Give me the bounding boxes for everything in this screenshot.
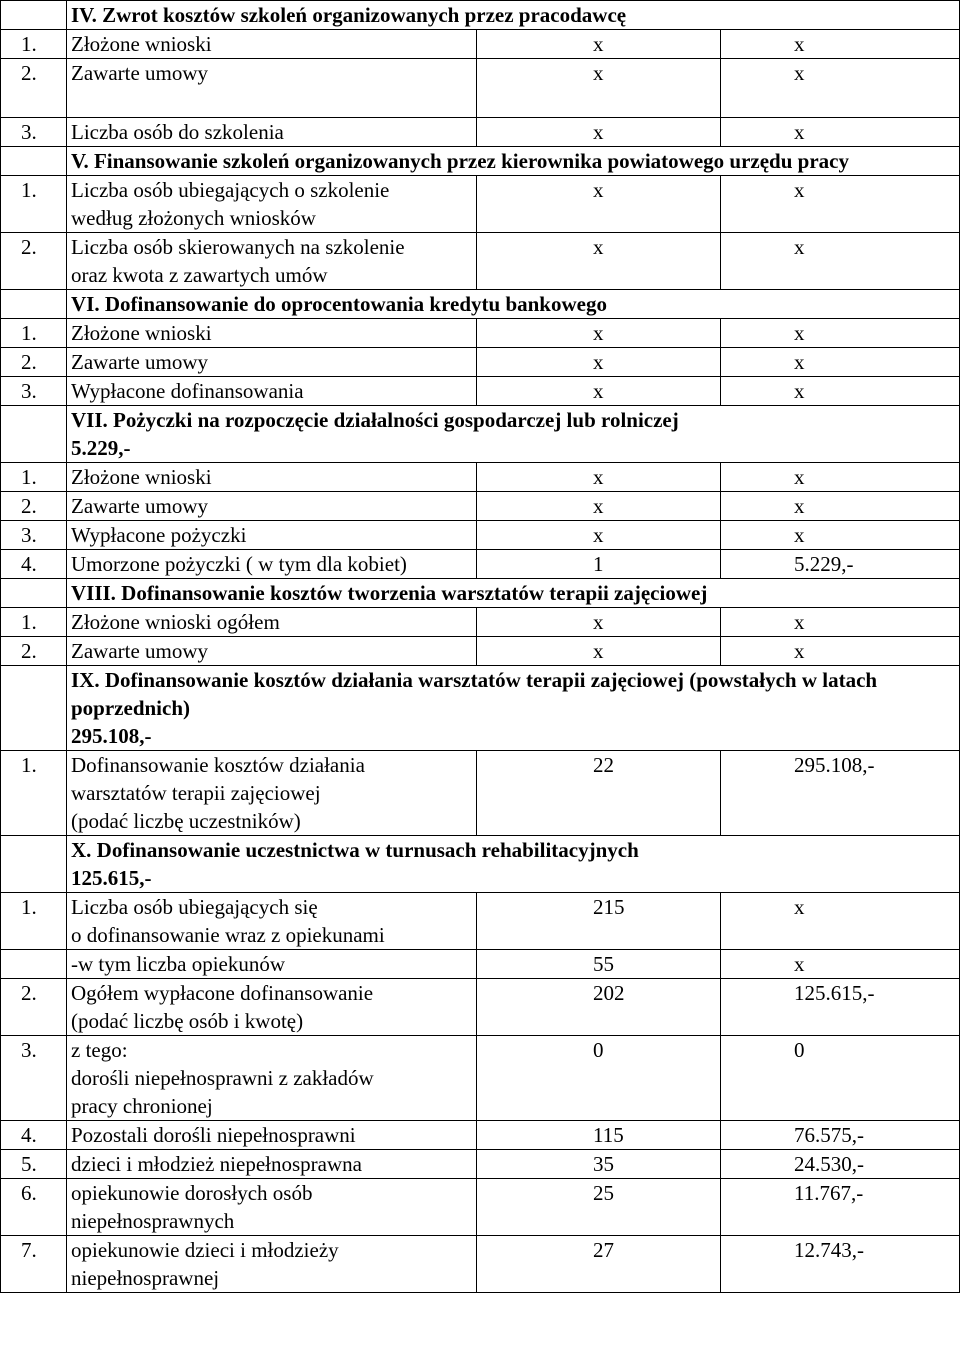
row-value-1 — [477, 176, 721, 233]
row-label — [67, 1179, 477, 1236]
row-value-1-text: x — [593, 321, 604, 345]
row-number-text: 2. — [21, 235, 37, 259]
row-value-1-text: 27 — [593, 1238, 614, 1262]
section-header-row — [1, 579, 960, 608]
row-value-2-text: x — [794, 178, 805, 202]
row-value-2 — [721, 463, 960, 492]
row-number — [1, 30, 67, 59]
row-number-text: 3. — [21, 523, 37, 547]
row-label-text: Pozostali dorośli niepełnosprawni — [71, 1123, 356, 1147]
section-title-text: VI. Dofinansowanie do oprocentowania kredytu bankowego — [71, 292, 607, 316]
row-value-1-text: x — [593, 379, 604, 403]
row-value-2-text: x — [794, 350, 805, 374]
row-value-1 — [477, 492, 721, 521]
row-value-1 — [477, 521, 721, 550]
row-value-1 — [477, 979, 721, 1036]
row-value-1-text: 25 — [593, 1181, 614, 1205]
section-title — [67, 147, 960, 176]
row-label-text: Zawarte umowy — [71, 61, 209, 85]
section-title-text: VIII. Dofinansowanie kosztów tworzenia warsztatów terapii zajęciowej — [71, 581, 708, 605]
row-value-2-text: x — [794, 61, 805, 85]
row-value-1-text: 55 — [593, 952, 614, 976]
row-label — [67, 118, 477, 147]
row-value-1-text: 202 — [593, 981, 625, 1005]
section-title — [67, 1, 960, 30]
row-value-1-text: x — [593, 523, 604, 547]
row-value-2-text: x — [794, 32, 805, 56]
row-value-1 — [477, 30, 721, 59]
row-number-text: 3. — [21, 1038, 37, 1062]
row-value-2 — [721, 550, 960, 579]
row-value-2-text: x — [794, 952, 805, 976]
row-value-1 — [477, 118, 721, 147]
row-number — [1, 751, 67, 836]
row-value-2-text: x — [794, 321, 805, 345]
row-value-1-text: 35 — [593, 1152, 614, 1176]
row-number — [1, 893, 67, 950]
row-number-text: 1. — [21, 895, 37, 919]
row-value-2-text: x — [794, 494, 805, 518]
row-label — [67, 1036, 477, 1121]
row-label-text: Liczba osób ubiegających o szkolenie według złożonych wniosków — [71, 178, 390, 230]
table-row — [1, 463, 960, 492]
section-number-cell — [1, 666, 67, 751]
row-value-2-text: x — [794, 639, 805, 663]
section-header-row — [1, 290, 960, 319]
row-label-text: -w tym liczba opiekunów — [71, 952, 286, 976]
row-value-2 — [721, 348, 960, 377]
row-number-text: 4. — [21, 552, 37, 576]
row-value-1 — [477, 1236, 721, 1293]
section-header-row — [1, 147, 960, 176]
row-value-2 — [721, 1179, 960, 1236]
row-value-2 — [721, 118, 960, 147]
row-value-1-text: 215 — [593, 895, 625, 919]
row-number-text: 6. — [21, 1181, 37, 1205]
row-label-text: Zawarte umowy — [71, 494, 209, 518]
row-label — [67, 979, 477, 1036]
section-title — [67, 290, 960, 319]
row-value-1 — [477, 608, 721, 637]
table-row — [1, 1150, 960, 1179]
row-value-1-text: 22 — [593, 753, 614, 777]
row-value-2-text: 12.743,- — [794, 1238, 864, 1262]
row-number — [1, 550, 67, 579]
row-value-1 — [477, 348, 721, 377]
table-row — [1, 59, 960, 118]
table-row — [1, 979, 960, 1036]
row-label-text: Złożone wnioski — [71, 321, 212, 345]
row-number — [1, 637, 67, 666]
row-label-text: Liczba osób skierowanych na szkolenie oraz kwota z zawartych umów — [71, 235, 405, 287]
row-number-text: 2. — [21, 494, 37, 518]
row-value-1-text: x — [593, 32, 604, 56]
row-label-text: dzieci i młodzież niepełnosprawna — [71, 1152, 362, 1176]
row-number — [1, 463, 67, 492]
row-value-1 — [477, 233, 721, 290]
table-row — [1, 1121, 960, 1150]
row-value-2 — [721, 30, 960, 59]
row-label — [67, 521, 477, 550]
row-label-text: Wypłacone pożyczki — [71, 523, 247, 547]
row-number — [1, 59, 67, 118]
row-value-2-text: 295.108,- — [794, 753, 875, 777]
row-number-text: 1. — [21, 321, 37, 345]
row-label-text: Liczba osób ubiegających się o dofinansowanie wraz z opiekunami — [71, 895, 385, 947]
row-number — [1, 950, 67, 979]
row-label — [67, 550, 477, 579]
section-title-text: X. Dofinansowanie uczestnictwa w turnusach rehabilitacyjnych 125.615,- — [71, 838, 639, 890]
row-value-1-text: x — [593, 61, 604, 85]
section-title-text: V. Finansowanie szkoleń organizowanych przez kierownika powiatowego urzędu pracy — [71, 149, 849, 173]
section-title — [67, 836, 960, 893]
row-number-text: 1. — [21, 178, 37, 202]
row-value-1 — [477, 377, 721, 406]
table-row — [1, 751, 960, 836]
row-value-1 — [477, 1150, 721, 1179]
row-number — [1, 233, 67, 290]
row-value-2 — [721, 319, 960, 348]
row-value-2-text: 5.229,- — [794, 552, 854, 576]
row-number — [1, 521, 67, 550]
table-row — [1, 950, 960, 979]
row-number-text: 1. — [21, 32, 37, 56]
row-value-1 — [477, 637, 721, 666]
row-label — [67, 319, 477, 348]
row-value-2-text: 11.767,- — [794, 1181, 864, 1205]
section-title — [67, 406, 960, 463]
row-number-text: 2. — [21, 350, 37, 374]
table-row — [1, 319, 960, 348]
row-label-text: z tego: dorośli niepełnosprawni z zakładów pracy chronionej — [71, 1038, 374, 1118]
row-value-2 — [721, 1036, 960, 1121]
row-value-1 — [477, 893, 721, 950]
row-number — [1, 979, 67, 1036]
row-label — [67, 893, 477, 950]
row-label-text: Złożone wnioski ogółem — [71, 610, 280, 634]
row-label-text: Wypłacone dofinansowania — [71, 379, 304, 403]
section-title — [67, 666, 960, 751]
row-number-text: 1. — [21, 610, 37, 634]
row-number-text: 3. — [21, 120, 37, 144]
row-label-text: Zawarte umowy — [71, 350, 209, 374]
row-number-text: 1. — [21, 465, 37, 489]
row-value-1 — [477, 550, 721, 579]
row-value-1-text: x — [593, 120, 604, 144]
row-number-text: 5. — [21, 1152, 37, 1176]
table-row — [1, 492, 960, 521]
row-number — [1, 118, 67, 147]
row-number-text: 4. — [21, 1123, 37, 1147]
row-value-2 — [721, 637, 960, 666]
row-number — [1, 1121, 67, 1150]
row-number-text: 7. — [21, 1238, 37, 1262]
row-value-2 — [721, 377, 960, 406]
row-label — [67, 950, 477, 979]
row-value-1-text: x — [593, 178, 604, 202]
row-label — [67, 751, 477, 836]
row-value-2 — [721, 492, 960, 521]
row-value-2 — [721, 979, 960, 1036]
row-label-text: opiekunowie dzieci i młodzieży niepełnosprawnej — [71, 1238, 339, 1290]
row-value-2-text: x — [794, 610, 805, 634]
row-number-text: 1. — [21, 753, 37, 777]
row-value-1-text: x — [593, 235, 604, 259]
row-number — [1, 1179, 67, 1236]
row-value-2 — [721, 1121, 960, 1150]
row-value-1 — [477, 1036, 721, 1121]
table-row — [1, 1179, 960, 1236]
section-number-cell — [1, 579, 67, 608]
row-value-2 — [721, 608, 960, 637]
row-label — [67, 30, 477, 59]
table-row — [1, 118, 960, 147]
row-number — [1, 1236, 67, 1293]
section-header-row — [1, 666, 960, 751]
table-row — [1, 893, 960, 950]
row-value-1-text: x — [593, 465, 604, 489]
section-title-text: IV. Zwrot kosztów szkoleń organizowanych przez pracodawcę — [71, 3, 627, 27]
row-value-1 — [477, 59, 721, 118]
row-label-text: opiekunowie dorosłych osób niepełnosprawnych — [71, 1181, 313, 1233]
table-row — [1, 348, 960, 377]
row-value-1 — [477, 751, 721, 836]
section-number-cell — [1, 836, 67, 893]
row-value-1-text: 0 — [593, 1038, 604, 1062]
table-row — [1, 233, 960, 290]
row-number — [1, 176, 67, 233]
row-label — [67, 1121, 477, 1150]
row-number — [1, 1036, 67, 1121]
row-value-2-text: 0 — [794, 1038, 805, 1062]
row-number — [1, 319, 67, 348]
row-label — [67, 377, 477, 406]
row-value-1 — [477, 950, 721, 979]
row-value-2-text: 76.575,- — [794, 1123, 864, 1147]
row-number-text: 2. — [21, 981, 37, 1005]
row-value-2 — [721, 1150, 960, 1179]
row-label-text: Złożone wnioski — [71, 465, 212, 489]
table-row — [1, 30, 960, 59]
row-value-2-text: x — [794, 895, 805, 919]
row-value-2 — [721, 751, 960, 836]
section-number-cell — [1, 1, 67, 30]
row-label — [67, 463, 477, 492]
section-header-row — [1, 406, 960, 463]
row-label-text: Zawarte umowy — [71, 639, 209, 663]
section-header-row — [1, 1, 960, 30]
section-title-text: VII. Pożyczki na rozpoczęcie działalności gospodarczej lub rolniczej 5.229,- — [71, 408, 679, 460]
row-value-2-text: x — [794, 235, 805, 259]
row-label-text: Złożone wnioski — [71, 32, 212, 56]
row-value-2 — [721, 521, 960, 550]
row-value-1 — [477, 319, 721, 348]
row-value-2 — [721, 893, 960, 950]
row-number-text: 3. — [21, 379, 37, 403]
row-value-1 — [477, 1179, 721, 1236]
row-value-2-text: x — [794, 523, 805, 547]
row-value-2-text: x — [794, 465, 805, 489]
row-value-1-text: 1 — [593, 552, 604, 576]
row-label — [67, 608, 477, 637]
row-value-1-text: 115 — [593, 1123, 624, 1147]
row-label — [67, 176, 477, 233]
row-label-text: Ogółem wypłacone dofinansowanie (podać liczbę osób i kwotę) — [71, 981, 374, 1033]
row-value-2 — [721, 1236, 960, 1293]
row-number — [1, 1150, 67, 1179]
row-label — [67, 637, 477, 666]
row-number — [1, 608, 67, 637]
row-value-1-text: x — [593, 610, 604, 634]
table-row — [1, 377, 960, 406]
section-number-cell — [1, 406, 67, 463]
row-value-2 — [721, 233, 960, 290]
row-value-1-text: x — [593, 639, 604, 663]
row-label — [67, 1236, 477, 1293]
row-value-1-text: x — [593, 350, 604, 374]
table-row — [1, 521, 960, 550]
row-label — [67, 348, 477, 377]
section-header-row — [1, 836, 960, 893]
table-row — [1, 550, 960, 579]
row-number-text: 2. — [21, 61, 37, 85]
row-value-2 — [721, 59, 960, 118]
table-row — [1, 1036, 960, 1121]
row-value-1 — [477, 1121, 721, 1150]
section-number-cell — [1, 147, 67, 176]
section-title-text: IX. Dofinansowanie kosztów działania warsztatów terapii zajęciowej (powstałych w latach poprzednich) 295.108,- — [71, 668, 878, 748]
row-label-text: Umorzone pożyczki ( w tym dla kobiet) — [71, 552, 407, 576]
row-value-2 — [721, 950, 960, 979]
table-row — [1, 637, 960, 666]
row-number-text: 2. — [21, 639, 37, 663]
row-label — [67, 233, 477, 290]
row-label-text: Liczba osób do szkolenia — [71, 120, 284, 144]
row-label — [67, 59, 477, 118]
row-value-1 — [477, 463, 721, 492]
report-table-body — [1, 1, 960, 1293]
row-label — [67, 1150, 477, 1179]
row-number — [1, 377, 67, 406]
row-value-1-text: x — [593, 494, 604, 518]
row-number — [1, 348, 67, 377]
table-row — [1, 608, 960, 637]
row-label-text: Dofinansowanie kosztów działania warsztatów terapii zajęciowej (podać liczbę uczestników) — [71, 753, 365, 833]
row-number — [1, 492, 67, 521]
row-value-2 — [721, 176, 960, 233]
row-value-2-text: x — [794, 120, 805, 144]
table-row — [1, 1236, 960, 1293]
row-label — [67, 492, 477, 521]
row-value-2-text: 125.615,- — [794, 981, 875, 1005]
section-title — [67, 579, 960, 608]
section-number-cell — [1, 290, 67, 319]
row-value-2-text: x — [794, 379, 805, 403]
row-value-2-text: 24.530,- — [794, 1152, 864, 1176]
table-row — [1, 176, 960, 233]
